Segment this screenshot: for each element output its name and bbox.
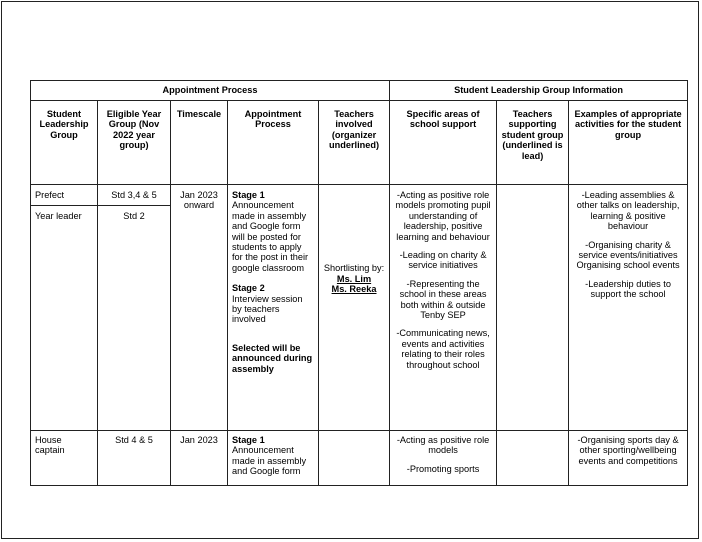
examples-house-captain: [569, 431, 688, 486]
timescale-cell: Jan 2023 onward: [171, 185, 228, 431]
col-timescale: Timescale: [171, 101, 228, 185]
appointment-process-header: Appointment Process: [31, 81, 390, 101]
column-header-row: [31, 101, 688, 185]
year-prefect: Std 3,4 & 5: [98, 185, 171, 206]
col-supporting-teachers: Teachers supporting student group (underlined is lead): [497, 101, 569, 185]
support-area-item: -Communicating news, events and activities relating to their roles throughout school: [396, 328, 490, 370]
stage1-title: Stage 1: [232, 435, 265, 445]
appointment-house-captain: [228, 431, 319, 486]
support-area-item: -Leading on charity & service initiatives: [399, 250, 487, 271]
selected-note: Selected will be announced during assembly: [232, 342, 313, 374]
col-eligible-year: Eligible Year Group (Nov 2022 year group): [98, 101, 171, 185]
year-house-captain: Std 4 & 5: [98, 431, 171, 486]
supporting-teachers-cell: [497, 185, 569, 431]
teacher-ms-reeka: Ms. Reeka: [331, 284, 377, 295]
stage1-text: Announcement made in assembly and Google form will be posted for students to apply for the post in their google classroom: [232, 200, 309, 273]
col-teachers-involved: Teachers involved (organizer underlined): [319, 101, 390, 185]
section-header-row: [31, 81, 688, 101]
year-year-leader: Std 2: [98, 206, 171, 431]
example-item: -Leadership duties to support the school: [585, 278, 671, 300]
group-house-captain: House captain: [31, 431, 98, 486]
shortlist-label: Shortlisting by:: [323, 263, 385, 274]
support-areas-cell: [390, 185, 497, 431]
group-prefect: Prefect: [31, 185, 98, 206]
support-area-item: -Promoting sports: [406, 463, 480, 474]
group-info-header: Student Leadership Group Information: [390, 81, 688, 101]
col-support-areas: Specific areas of school support: [390, 101, 497, 185]
document-page: [1, 1, 699, 539]
stage1-text: Announcement made in assembly and Google form: [232, 445, 307, 477]
col-example-activities: Examples of appropriate activities for the student group: [569, 101, 688, 185]
leadership-table: [30, 80, 688, 486]
appointment-process-cell: [228, 185, 319, 431]
example-item: -Organising sports day & other sporting/wellbeing events and competitions: [577, 435, 679, 466]
col-student-group: Student Leadership Group: [31, 101, 98, 185]
stage2-title: Stage 2: [232, 283, 265, 294]
table-row: [31, 431, 688, 486]
support-house-captain: [390, 431, 497, 486]
examples-cell: [569, 185, 688, 431]
teachers-house-captain: [319, 431, 390, 486]
support-area-item: -Acting as positive role models promoting pupil understanding of leadership, positive learning and behaviour: [395, 190, 491, 242]
timescale-house-captain: Jan 2023: [171, 431, 228, 486]
example-item: -Organising charity & service events/initiatives Organising school events: [576, 239, 680, 271]
stage2-text: Interview session by teachers involved: [232, 293, 303, 325]
support-area-item: -Acting as positive role models: [396, 435, 490, 456]
teachers-involved-cell: [319, 185, 390, 431]
stage1-title: Stage 1: [232, 190, 265, 200]
example-item: -Leading assemblies & other talks on leadership, learning & positive behaviour: [576, 190, 680, 232]
col-appointment-process: Appointment Process: [228, 101, 319, 185]
support-area-item: -Representing the school in these areas both within & outside Tenby SEP: [399, 278, 487, 321]
supporting-teachers-house-captain: [497, 431, 569, 486]
group-year-leader: Year leader: [31, 206, 98, 431]
teacher-ms-lim: Ms. Lim: [336, 273, 372, 284]
table-row: [31, 185, 688, 206]
